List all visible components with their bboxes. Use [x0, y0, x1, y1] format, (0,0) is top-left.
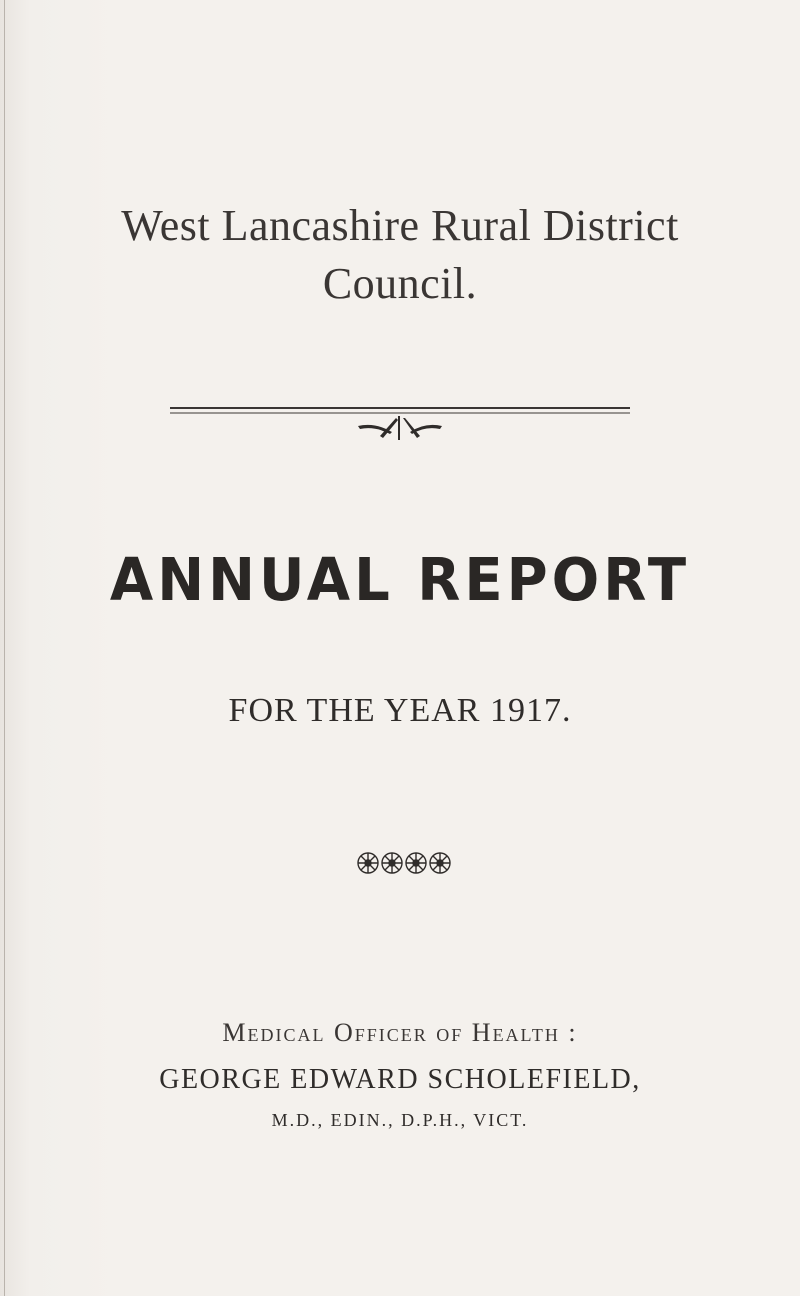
officer-name: GEORGE EDWARD SCHOLEFIELD,: [159, 1064, 641, 1095]
medical-officer-label: Medical Officer of Health :: [222, 1018, 578, 1047]
council-title-line1: West Lancashire Rural District: [121, 201, 679, 250]
rosette-icon: [358, 853, 378, 873]
rosette-icon: [430, 853, 450, 873]
report-year-line: FOR THE YEAR 1917.: [228, 692, 572, 729]
ornamental-divider: [170, 402, 630, 452]
rosette-icon: [406, 853, 426, 873]
rosette-icon: [382, 853, 402, 873]
page-edge: [4, 0, 5, 1296]
officer-qualifications: M.D., EDIN., D.P.H., VICT.: [271, 1110, 529, 1130]
rosette-ornaments: [355, 850, 455, 876]
annual-report-heading: ANNUAL REPORT: [109, 546, 691, 615]
council-title-line2: Council.: [322, 259, 478, 308]
